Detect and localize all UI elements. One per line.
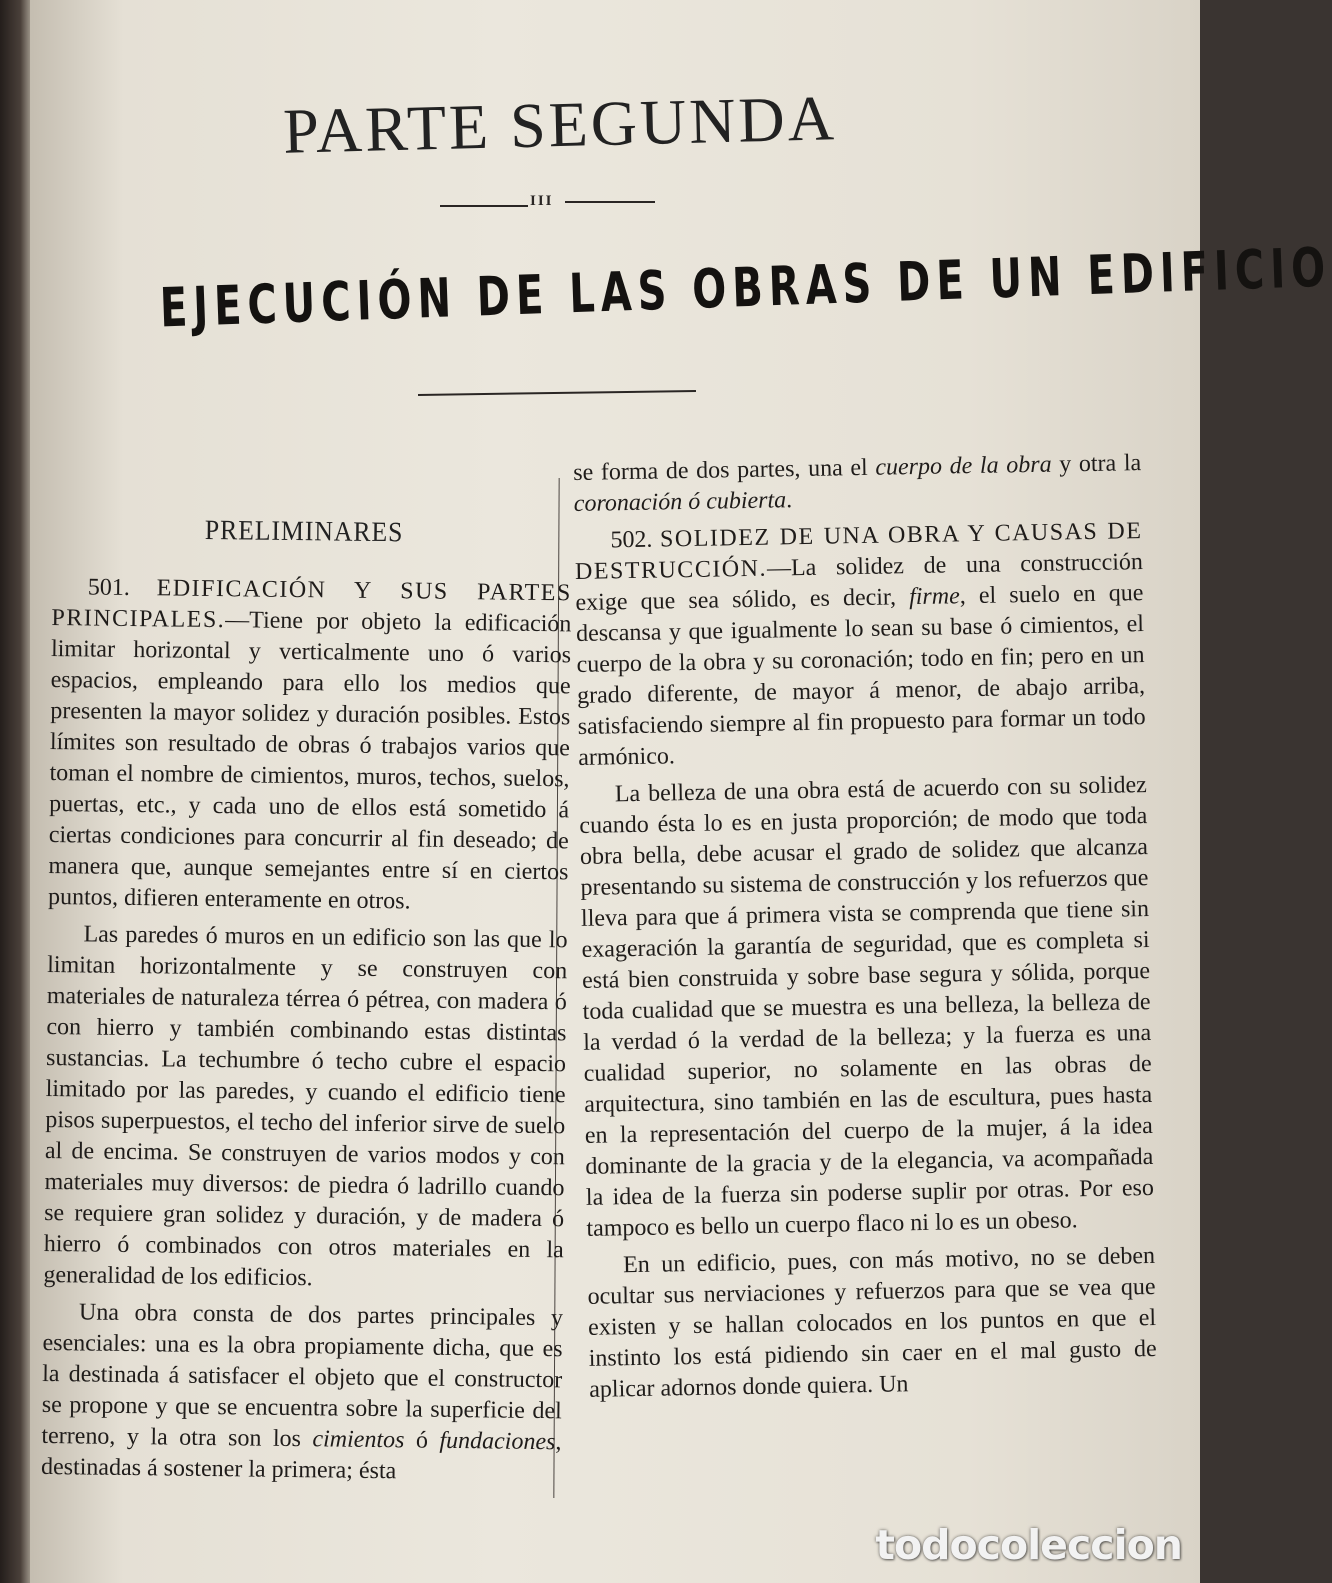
paragraph-heading: SOLIDEZ DE UNA OBRA Y CAUSAS DE DESTRUCCIÓN.	[574, 518, 1143, 585]
emphasis-term: firme	[908, 583, 960, 611]
paragraph-building: En un edificio, pues, con más motivo, no se deben ocultar sus nerviaciones y refuerzos para que se vea que existen y se hallan colocados en los puntos en que el instinto los está pidiendo sin caer en el mal gusto de aplicar adornos donde quiera. Un	[587, 1242, 1157, 1403]
section-underline	[418, 390, 696, 396]
paragraph-parts	[41, 1297, 563, 1489]
paragraph-502	[574, 516, 1146, 774]
watermark-logo: todocoleccion	[875, 1521, 1182, 1569]
paragraph-text: .	[785, 487, 793, 514]
paragraph-heading: EDIFICACIÓN Y SUS PARTES PRINCIPALES.	[51, 575, 572, 634]
paragraph-text: —La solidez de una construcción exige que sea sólido, es decir,	[575, 549, 1144, 616]
section-title: EJECUCIÓN DE LAS OBRAS DE UN EDIFICIO	[158, 237, 1332, 341]
paragraph-beauty: La belleza de una obra está de acuerdo con su solidez cuando ésta lo es en justa proporción; de modo que toda obra bella, debe acusar el grado de solidez que alcanza presentando su sistema de construcción y los refuerzos que lleva para que á primera vista se comprenda que tiene sin exageración la garantía de seguridad, que es completa si está bien construida y sobre base segura y sólida, porque toda cualidad que se muestra es una belleza, la belleza de la verdad ó la verdad de la belleza; y la fuerza es una cualidad superior, no solamente en las obras de arquitectura, sino también en las de escultura, pues hasta en la representación del cuerpo de la mujer, á la idea dominante de la gracia y de la elegancia, va acompañada la idea de la fuerza sin poderse suplir por otras. Por eso tampoco es bello un cuerpo flaco ni lo es un obeso.	[579, 772, 1155, 1242]
paragraph-text: , destinadas á sostener la primera; ésta	[40, 1429, 562, 1485]
emphasis-term: fundaciones	[439, 1427, 556, 1456]
book-page	[30, 0, 1332, 1583]
right-column	[573, 448, 1158, 1412]
part-ornament: III	[530, 193, 554, 209]
emphasis-term: cuerpo de la obra	[875, 451, 1052, 481]
paragraph-text: —Tiene por objeto la edificación limitar horizontal y verticalmente uno ó varios espacios, empleando para ello los medios que presenten la mayor solidez y duración posibles. Estos límites son resultado de obras ó trabajos varios que toman el nombre de cimientos, muros, techos, suelos, puertas, etc., y cada uno de ellos está sometido á ciertas condiciones para concurrir al fin deseado; de manera que, aunque semejantes entre sí en ciertos puntos, difieren enteramente en otros.	[47, 607, 572, 915]
paragraph-501	[48, 572, 572, 919]
emphasis-term: cimientos	[312, 1426, 405, 1454]
paragraph-walls: Las paredes ó muros en un edificio son las que lo limitan horizontalmente y se construyen con materiales de naturaleza térrea ó pétrea, con madera ó con hierro y también combinando estas distintas sustancias. La techumbre ó techo cubre el espacio limitado por las paredes, y cuando el edificio tiene pisos superpuestos, el techo del inferior sirve de suelo al de encima. Se construyen de varios modos y con materiales muy diversos: de piedra ó ladrillo cuando se requiere gran solidez y duración, y de madera ó hierro ó combinados con otros materiales en la generalidad de los edificios.	[43, 921, 568, 1292]
paragraph-continuation	[573, 448, 1142, 520]
ornament-rule-left	[440, 205, 528, 207]
book-spine-shadow	[0, 0, 34, 1583]
ornament-rule-right	[565, 201, 655, 203]
part-title: PARTE SEGUNDA	[282, 82, 838, 167]
paragraph-text: Una obra consta de dos partes principales y esenciales: una es la obra propiamente dicha, que es la destinada á satisfacer el objeto que el constructor se propone y que se encuentra sobre la superficie del terreno, y la otra son los	[41, 1299, 564, 1453]
emphasis-term: coronación ó cubierta	[573, 487, 787, 517]
preliminares-heading: PRELIMINARES	[204, 515, 404, 549]
paragraph-number: 502.	[610, 526, 653, 554]
paragraph-text: se forma de dos partes, una el	[573, 454, 876, 486]
paragraph-text: , el suelo en que descansa y que igualmente lo sean su base ó cimientos, el cuerpo de la obra y su coronación; todo en fin; pero en un grado diferente, de mayor á menor, de abajo arriba, satisfaciendo siempre al fin propuesto para formar un todo armónico.	[575, 580, 1146, 771]
paragraph-number: 501.	[87, 574, 130, 601]
paragraph-text: y otra la	[1051, 450, 1142, 478]
paragraph-text: ó	[404, 1427, 440, 1454]
left-column	[41, 572, 572, 1495]
